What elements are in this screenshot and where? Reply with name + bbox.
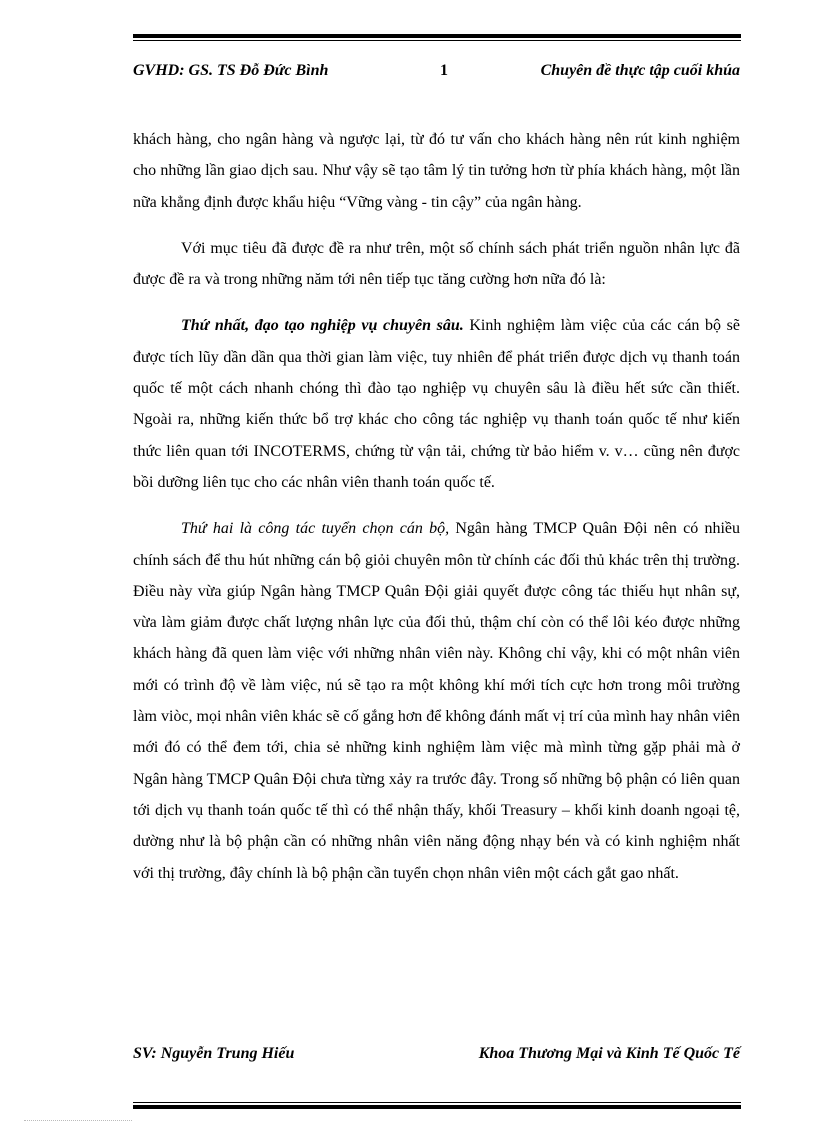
page-edge-dots	[24, 1120, 132, 1122]
footer-student: SV: Nguyễn Trung Hiếu	[133, 1045, 295, 1062]
document-body	[133, 124, 740, 904]
paragraph-3	[133, 310, 740, 498]
paragraph-4-text: Ngân hàng TMCP Quân Đội nên có nhiều chính sách để thu hút những cán bộ giỏi chuyên môn từ chính các đối thủ khác trên thị trường. Điều này vừa giúp Ngân hàng TMCP Quân Đội giải quyết được công tác thiếu hụt nhân sự, vừa làm giảm được chất lượng nhân lực của đối thủ, thậm chí còn có thể lôi kéo được những khách hàng đã quen làm việc với những nhân viên này. Không chỉ vậy, khi có một nhân viên mới có trình độ về làm việc, nú sẽ tạo ra một không khí mới tích cực hơn trong môi trường làm viòc, mọi nhân viên khác sẽ cố gắng hơn để không đánh mất vị trí của mình hay nhân viên mới đó có thể đem tới, chia sẻ những kinh nghiệm làm việc mà mình từng gặp phải mà ở Ngân hàng TMCP Quân Đội chưa từng xảy ra trước đây. Trong số những bộ phận có liên quan tới dịch vụ thanh toán quốc tế thì có thể nhận thấy, khối Treasury – khối kinh doanh ngoại tệ, dường như là bộ phận cần có những nhân viên năng động nhạy bén và có kinh nghiệm nhất với thị trường, đây chính là bộ phận cần tuyển chọn nhân viên một cách gắt gao nhất.	[133, 520, 740, 882]
paragraph-4	[133, 513, 740, 889]
header-advisor: GVHD: GS. TS Đỗ Đức Bình	[133, 62, 329, 79]
footer-faculty: Khoa Thương Mại và Kinh Tế Quốc Tế	[478, 1045, 740, 1062]
header-rule	[133, 34, 741, 42]
page-number: 1	[440, 62, 448, 79]
header-title: Chuyên đề thực tập cuối khúa	[540, 62, 740, 79]
footer-rule	[133, 1102, 741, 1110]
paragraph-2: Với mục tiêu đã được đề ra như trên, một số chính sách phát triển nguồn nhân lực đã được đề ra và trong những năm tới nên tiếp tục tăng cường hơn nữa đó là:	[133, 239, 740, 289]
paragraph-4-lead: Thứ hai là công tác tuyển chọn cán bộ,	[181, 520, 450, 538]
paragraph-1: khách hàng, cho ngân hàng và ngược lại, từ đó tư vấn cho khách hàng nên rút kinh nghiệm cho những lần giao dịch sau. Như vậy sẽ tạo tâm lý tin tưởng hơn từ phía khách hàng, một lần nữa khẳng định được khẩu hiệu “Vững vàng - tin cậy” của ngân hàng.	[133, 131, 740, 211]
paragraph-3-lead: Thứ nhất, đạo tạo nghiệp vụ chuyên sâu.	[181, 317, 464, 335]
paragraph-3-text: Kinh nghiệm làm việc của các cán bộ sẽ được tích lũy dần dần qua thời gian làm việc, tuy nhiên để phát triển được dịch vụ thanh toán quốc tế một cách nhanh chóng thì đào tạo nghiệp vụ chuyên sâu là điều hết sức cần thiết. Ngoài ra, những kiến thức bổ trợ khác cho công tác nghiệp vụ thanh toán quốc tế như kiến thức liên quan tới INCOTERMS, chứng từ vận tải, chứng từ bảo hiểm v. v… cũng nên được bồi dưỡng liên tục cho các nhân viên thanh toán quốc tế.	[133, 317, 740, 491]
